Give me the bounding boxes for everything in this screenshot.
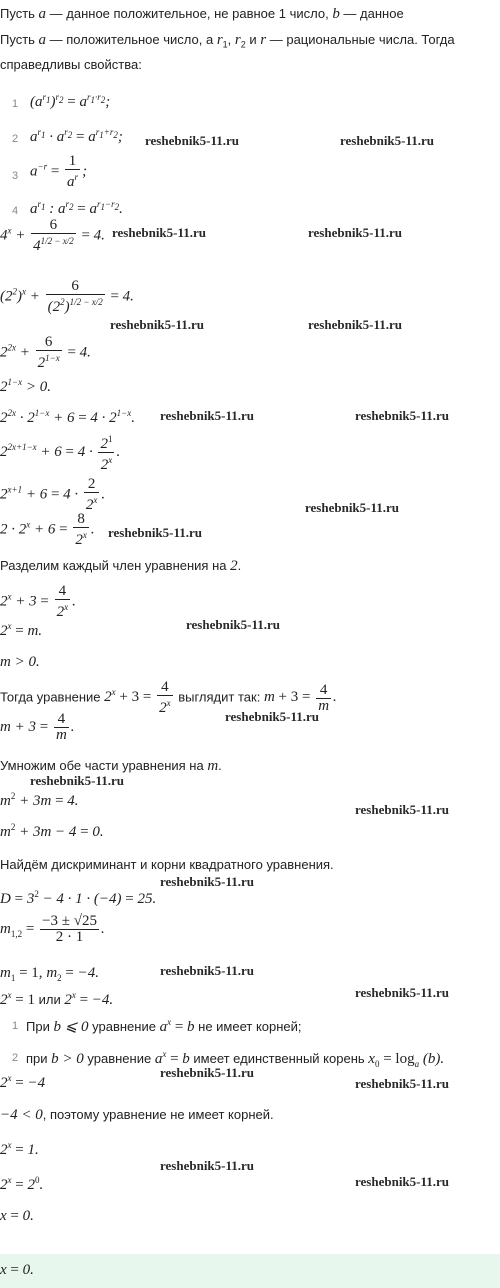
text-multiply: Умножим обе части уравнения на m. [0, 758, 222, 774]
equation-1: $4^x$ + $\frac{6}{4^{1/2 - x/2}}$ = 4. [0, 217, 105, 254]
watermark: reshebnik5-11.ru [160, 874, 255, 889]
watermark: reshebnik5-11.ru [112, 225, 207, 240]
equation-22: x = 0. [0, 1208, 34, 1224]
equation-8: $2 \cdot 2^x + 6$ = $\frac{8}{2^x}$ . [0, 511, 95, 548]
watermark: reshebnik5-11.ru [355, 1174, 450, 1189]
watermark: reshebnik5-11.ru [305, 500, 400, 515]
watermark: reshebnik5-11.ru [110, 317, 205, 332]
watermark: reshebnik5-11.ru [160, 1158, 255, 1173]
rule-1: При b ⩽ 0 уравнение $a^x = b$ не имеет корней; [26, 1017, 302, 1035]
equation-5: $2^{2x} \cdot 2^{1-x} + 6 = 4 \cdot 2^{1-x}$. [0, 408, 135, 426]
intro-line-3: справедливы свойства: [0, 57, 142, 72]
text-divide: Разделим каждый член уравнения на 2. [0, 558, 242, 574]
equation-14: $m^2 + 3m - 4 = 0$. [0, 822, 104, 840]
intro-line-2: Пусть a — положительное число, а $r_1$, $r_2$ и r — рациональные числа. Тогда [0, 32, 455, 50]
prop-formula-3: $a^{-r}$ = $\frac{1}{a^r}$ ; [30, 153, 88, 190]
watermark: reshebnik5-11.ru [160, 1065, 255, 1080]
answer: x = 0. [0, 1262, 34, 1278]
prop-number-4: 4 [12, 205, 19, 217]
watermark: reshebnik5-11.ru [355, 985, 450, 1000]
prop-formula-1: $(a^{r_1})^{r_2} = a^{r_1\cdot r_2}$; [30, 92, 111, 110]
rule-2: при b > 0 уравнение $a^x = b$ имеет единственный корень $x_0 = \log_a (b)$. [26, 1049, 445, 1069]
rule-number-1: 1 [12, 1020, 19, 1032]
equation-11: m > 0. [0, 654, 40, 670]
watermark: reshebnik5-11.ru [355, 408, 450, 423]
watermark: reshebnik5-11.ru [340, 133, 435, 148]
equation-19: 2$^x$ = −4 [0, 1073, 46, 1091]
watermark: reshebnik5-11.ru [145, 133, 240, 148]
watermark: reshebnik5-11.ru [160, 963, 255, 978]
prop-number-3: 3 [12, 170, 19, 182]
intro-line-1: Пусть a — данное положительное, не равное 1 число, b — данное [0, 6, 404, 22]
watermark: reshebnik5-11.ru [225, 709, 320, 724]
watermark: reshebnik5-11.ru [108, 525, 203, 540]
prop-formula-2: $a^{r_1} \cdot a^{r_2} = a^{r_1+r_2}$; [30, 127, 123, 145]
rule-number-2: 2 [12, 1052, 19, 1064]
equation-15: $D = 3^2 - 4 \cdot 1 \cdot (-4) = 25$. [0, 889, 157, 907]
watermark: reshebnik5-11.ru [160, 408, 255, 423]
prop-formula-4: $a^{r_1}$ : $a^{r_2} = a^{r_1-r_2}$. [30, 199, 123, 217]
equation-13: $m^2 + 3m = 4$. [0, 791, 79, 809]
text-then: Тогда уравнение 2$^x$ + 3 = $\frac{4}{2^x}$ выглядит так: m + 3 = $\frac{4}{m}$ . [0, 679, 337, 716]
text-no-roots: −4 < 0, поэтому уравнение не имеет корней. [0, 1107, 274, 1123]
text-discriminant: Найдём дискриминант и корни квадратного уравнения. [0, 857, 334, 872]
equation-21: $2^x = 2^0$. [0, 1175, 44, 1193]
watermark: reshebnik5-11.ru [186, 617, 281, 632]
equation-18: 2$^x$ = 1 или 2$^x$ = −4. [0, 990, 114, 1008]
equation-6: $2^{2x+1-x} + 6 = 4$ · $\frac{2^1}{2^x}$ . [0, 434, 121, 473]
equation-2: $(2^2)^x$ + $\frac{6}{(2^2)^{1/2 - x/2}}$ = 4. [0, 278, 134, 315]
watermark: reshebnik5-11.ru [308, 317, 403, 332]
equation-7: $2^{x+1} + 6 = 4$ · $\frac{2}{2^x}$ . [0, 476, 106, 513]
watermark: reshebnik5-11.ru [355, 1076, 450, 1091]
equation-17: $m_1 = 1$, $m_2 = -4$. [0, 965, 99, 983]
watermark: reshebnik5-11.ru [308, 225, 403, 240]
watermark: reshebnik5-11.ru [30, 773, 125, 788]
equation-4: $2^{1-x} > 0$. [0, 377, 51, 395]
equation-16: $m_{1,2}$ = $\frac{-3 \pm √25}{2 \cdot 1}$ . [0, 913, 105, 945]
prop-number-1: 1 [12, 98, 19, 110]
equation-3: $2^{2x}$ + $\frac{6}{2^{1-x}}$ = 4. [0, 334, 91, 371]
equation-12: m + 3 = $\frac{4}{m}$ . [0, 711, 75, 743]
watermark: reshebnik5-11.ru [355, 802, 450, 817]
equation-9: $2^x + 3$ = $\frac{4}{2^x}$ . [0, 583, 76, 620]
equation-20: 2$^x$ = 1. [0, 1140, 39, 1158]
answer-highlight [0, 1254, 500, 1288]
prop-number-2: 2 [12, 133, 19, 145]
equation-10: 2$^x$ = m. [0, 621, 43, 639]
